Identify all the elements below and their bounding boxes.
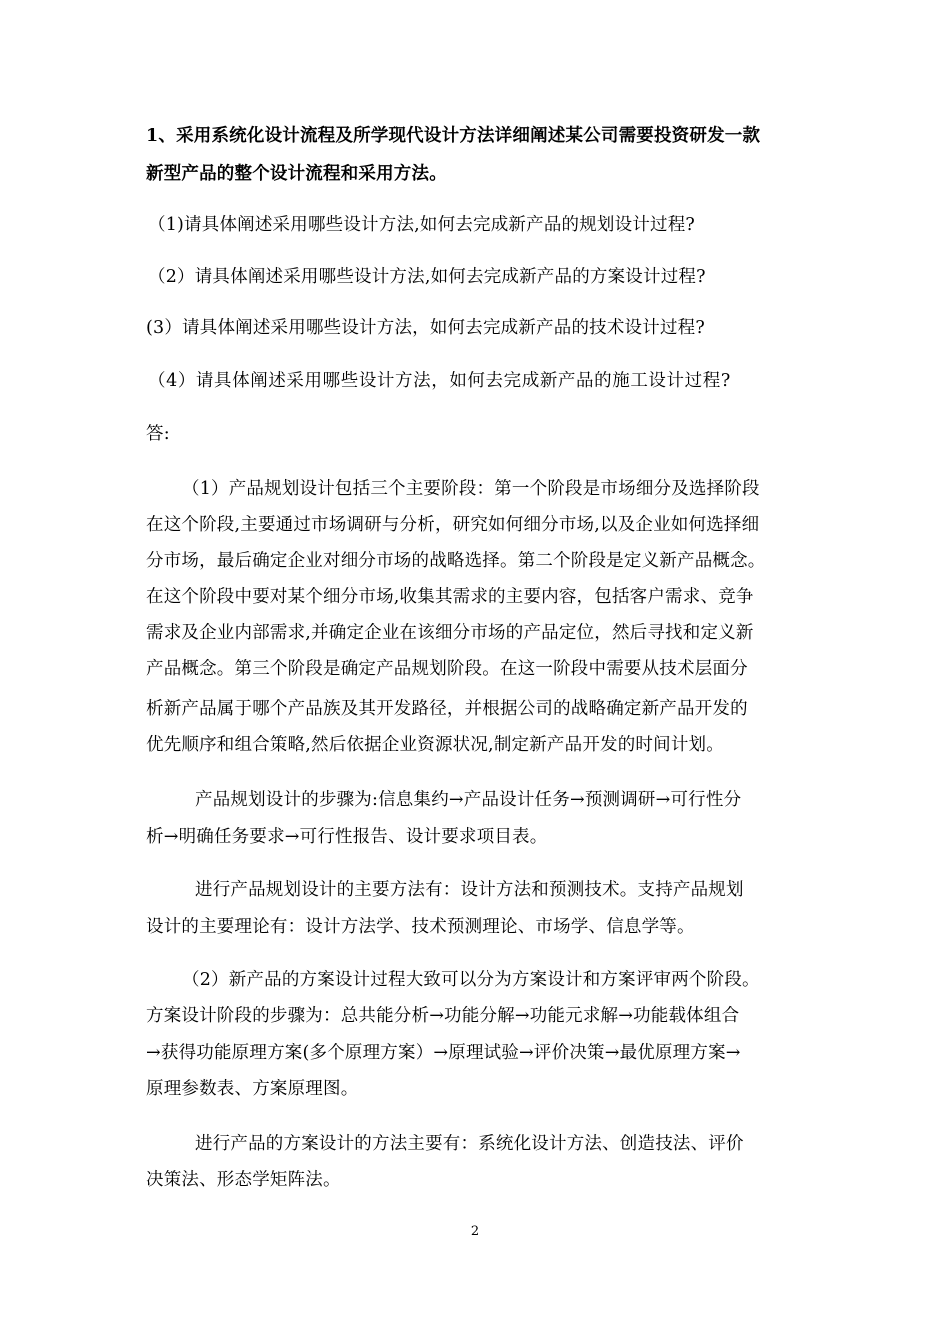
answer-para4-line-1: （2）新产品的方案设计过程大致可以分为方案设计和方案评审两个阶段。 xyxy=(182,970,760,990)
question-line-2: 新型产品的整个设计流程和采用方法。 xyxy=(146,164,447,184)
answer-para1-line-3: 分市场，最后确定企业对细分市场的战略选择。第二个阶段是定义新产品概念。 xyxy=(146,551,766,571)
answer-para1-line-1: （1）产品规划设计包括三个主要阶段：第一个阶段是市场细分及选择阶段 xyxy=(182,479,760,499)
answer-para2-line-1: 产品规划设计的步骤为:信息集约→产品设计任务→预测调研→可行性分 xyxy=(195,790,742,810)
sub-question-3: (3）请具体阐述采用哪些设计方法，如何去完成新产品的技术设计过程? xyxy=(146,318,705,338)
answer-para1-line-6: 产品概念。第三个阶段是确定产品规划阶段。在这一阶段中需要从技术层面分 xyxy=(146,659,748,679)
page-number: 2 xyxy=(470,1224,480,1239)
sub-question-1: （1)请具体阐述采用哪些设计方法,如何去完成新产品的规划设计过程? xyxy=(148,215,696,235)
answer-para1-line-2: 在这个阶段,主要通过市场调研与分析，研究如何细分市场,以及企业如何选择细 xyxy=(146,515,760,535)
answer-para4-line-4: 原理参数表、方案原理图。 xyxy=(146,1079,359,1099)
answer-para1-line-5: 需求及企业内部需求,并确定企业在该细分市场的产品定位，然后寻找和定义新 xyxy=(146,623,754,643)
answer-para3-line-2: 设计的主要理论有：设计方法学、技术预测理论、市场学、信息学等。 xyxy=(146,917,695,937)
answer-para1-line-8: 优先顺序和组合策略,然后依据企业资源状况,制定新产品开发的时间计划。 xyxy=(146,735,724,755)
answer-para4-line-2: 方案设计阶段的步骤为：总共能分析→功能分解→功能元求解→功能载体组合 xyxy=(146,1006,740,1026)
answer-para3-line-1: 进行产品规划设计的主要方法有：设计方法和预测技术。支持产品规划 xyxy=(195,880,744,900)
answer-para1-line-4: 在这个阶段中要对某个细分市场,收集其需求的主要内容，包括客户需求、竞争 xyxy=(146,587,754,607)
answer-para2-line-2: 析→明确任务要求→可行性报告、设计要求项目表。 xyxy=(146,827,548,847)
question-line-1: 1、采用系统化设计流程及所学现代设计方法详细阐述某公司需要投资研发一款 xyxy=(146,126,761,146)
answer-para1-line-7: 析新产品属于哪个产品族及其开发路径，并根据公司的战略确定新产品开发的 xyxy=(146,699,748,719)
answer-para4-line-3: →获得功能原理方案(多个原理方案）→原理试验→评价决策→最优原理方案→ xyxy=(146,1043,741,1063)
answer-para5-line-1: 进行产品的方案设计的方法主要有：系统化设计方法、创造技法、评价 xyxy=(195,1134,744,1154)
sub-question-2: （2）请具体阐述采用哪些设计方法,如何去完成新产品的方案设计过程? xyxy=(148,267,706,287)
answer-para5-line-2: 决策法、形态学矩阵法。 xyxy=(146,1170,341,1190)
answer-label: 答: xyxy=(146,424,170,444)
sub-question-4: （4）请具体阐述采用哪些设计方法，如何去完成新产品的施工设计过程? xyxy=(148,371,731,391)
